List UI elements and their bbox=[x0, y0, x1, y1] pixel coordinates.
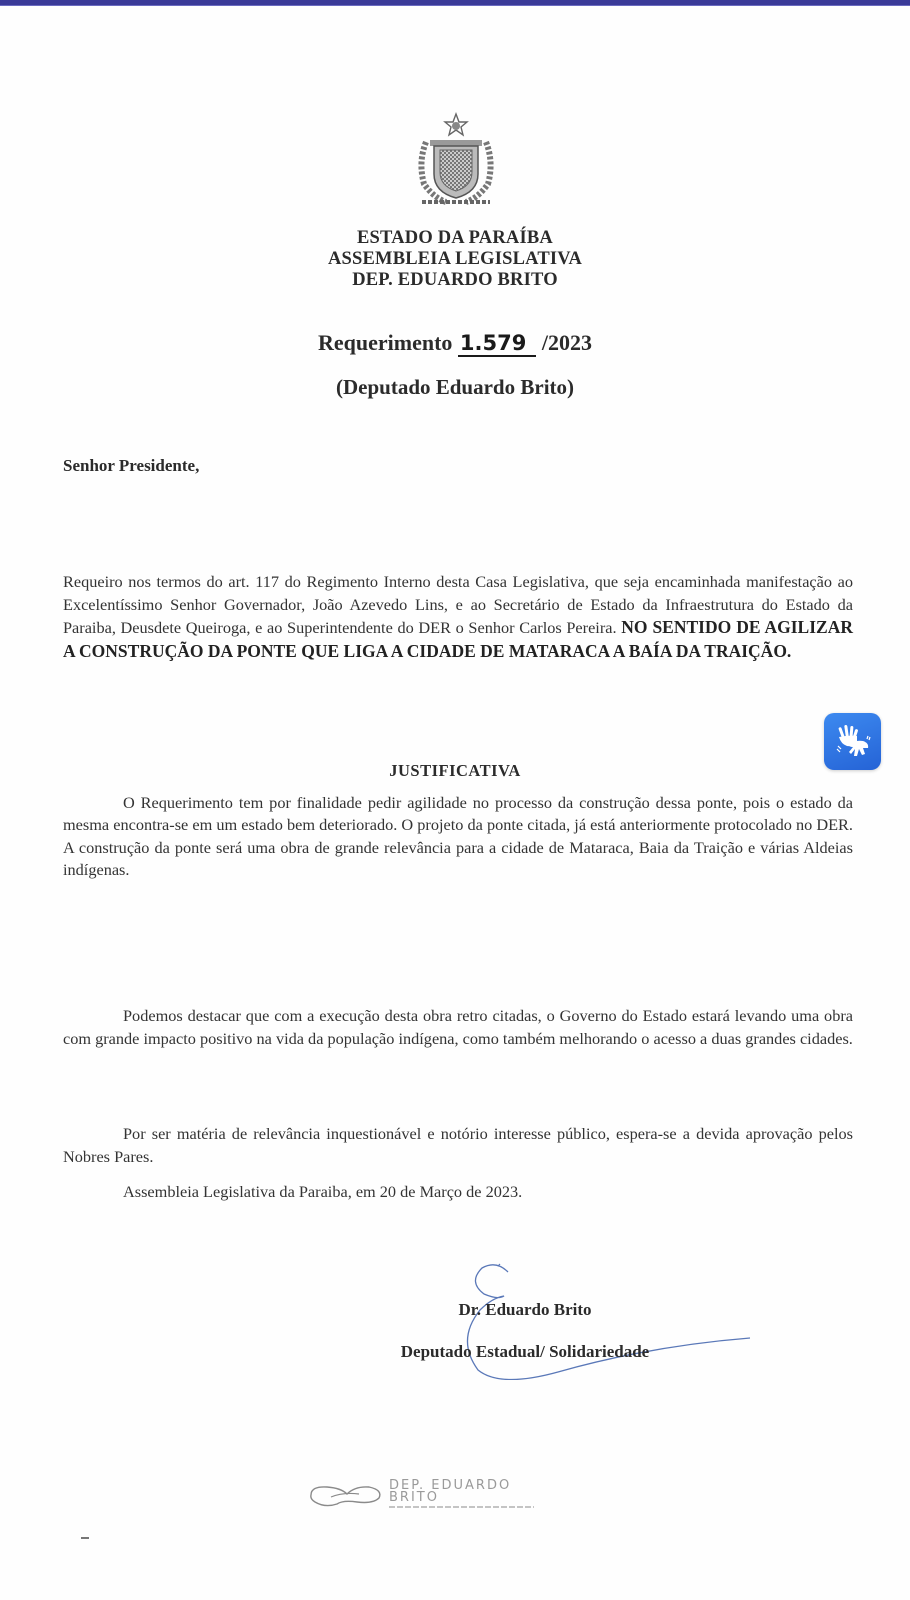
sign-language-hands-icon bbox=[833, 722, 873, 762]
justification-title: JUSTIFICATIVA bbox=[389, 761, 521, 780]
signer-name: Dr. Eduardo Brito bbox=[458, 1300, 592, 1319]
letterhead-assembly: ASSEMBLEIA LEGISLATIVA bbox=[327, 249, 583, 269]
request-author: (Deputado Eduardo Brito) bbox=[335, 375, 575, 399]
footer-logo-line2: BRITO bbox=[389, 1490, 439, 1505]
top-bar bbox=[0, 0, 910, 6]
page-mark bbox=[81, 1537, 89, 1539]
request-title bbox=[0, 330, 910, 356]
footer-logo-tagline bbox=[389, 1506, 534, 1508]
footer-logo-text bbox=[389, 1480, 511, 1504]
justification-paragraph-2: Podemos destacar que com a execução desta obra retro citadas, o Governo do Estado estará levando uma obra com grande impacto positivo na vida da população indígena, como também melhorando o acesso a duas grandes cidades. bbox=[63, 1006, 853, 1048]
date-line: Assembleia Legislativa da Paraiba, em 20 de Março de 2023. bbox=[123, 1182, 523, 1201]
request-year: /2023 bbox=[541, 330, 592, 355]
request-prefix: Requerimento bbox=[318, 330, 453, 355]
justification-paragraph-1: O Requerimento tem por finalidade pedir agilidade no processo da construção dessa ponte, pois o estado da mesma encontra-se em um estado bem deteriorado. O projeto da ponte citada, já está anteriormente protocolado no DER. A construção da ponte será uma obra de grande relevância para a cidade de Mataraca, Baia da Traição e várias Aldeias indígenas. bbox=[63, 793, 853, 879]
letterhead bbox=[0, 228, 910, 291]
heart-logo-icon bbox=[307, 1482, 385, 1508]
salutation: Senhor Presidente, bbox=[63, 456, 200, 475]
letterhead-state: ESTADO DA PARAÍBA bbox=[357, 228, 553, 248]
justification-paragraph-3: Por ser matéria de relevância inquestionável e notório interesse público, espera-se a devida aprovação pelos Nobres Pares. bbox=[63, 1124, 853, 1166]
footer-logo-line1: DEP. EDUARDO bbox=[389, 1478, 512, 1493]
letterhead-office: DEP. EDUARDO BRITO bbox=[352, 270, 558, 290]
request-text: Requeiro nos termos do art. 117 do Regimento Interno desta Casa Legislativa, que seja encaminhada manifestação ao Excelentíssimo Senhor Governador, João Azevedo Lins, e ao Secretário de Estado da Infraestrutura do Estado da Paraiba, Deusdete Queiroga, e ao Superintendente do DER o Senhor Carlos Pereira. bbox=[63, 572, 853, 637]
request-number: 1.579 bbox=[458, 331, 536, 357]
sign-language-accessibility-button[interactable] bbox=[824, 713, 881, 770]
request-emphasis: NO SENTIDO DE AGILIZAR A CONSTRUÇÃO DA PONTE QUE LIGA A CIDADE DE MATARACA A BAÍA DA TRAIÇÃO. bbox=[63, 617, 853, 661]
signer-role: Deputado Estadual/ Solidariedade bbox=[400, 1342, 650, 1361]
footer-logo bbox=[307, 1480, 617, 1510]
request-paragraph bbox=[63, 571, 853, 663]
coat-of-arms-emblem bbox=[408, 112, 504, 210]
